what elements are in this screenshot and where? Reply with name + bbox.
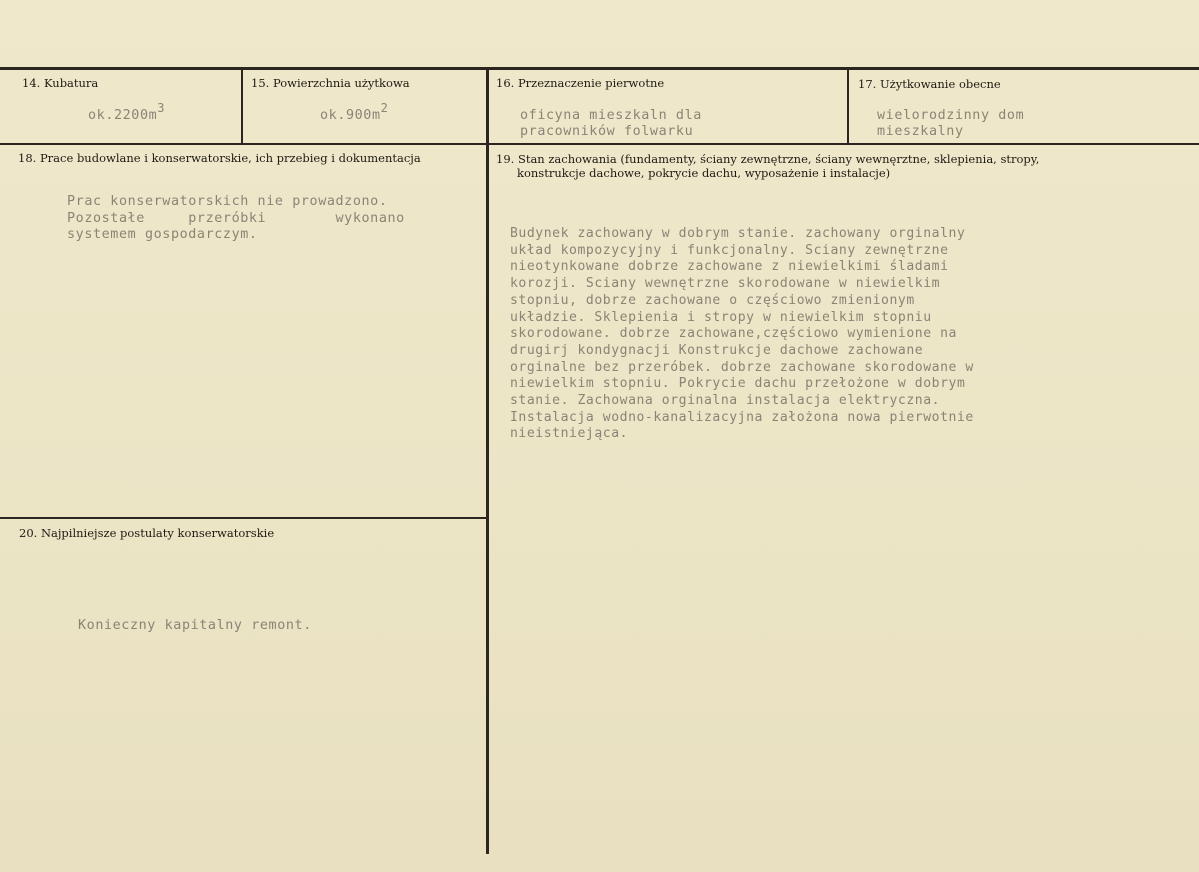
field-19-line: stanie. Zachowana orginalna instalacja elektryczna. [510,393,941,409]
field-19-line: stopniu, dobrze zachowane o częściowo zmienionym [510,292,915,308]
field-19-line: skorodowane. dobrze zachowane,częściowo wymienione na [510,326,957,342]
field-18-line: Pozostałe przeróbki wykonano [67,210,405,226]
col-rule-b [486,68,489,854]
field-15-value-text: ok.900m [320,108,381,123]
row-rule-2 [0,517,488,519]
field-19-label-line1: 19. Stan zachowania (fundamenty, ściany zewnętrzne, ściany wewnęrztne, sklepienia, stropy, [496,152,1040,166]
field-17-value [877,108,1024,140]
field-18-value [67,194,455,244]
col-rule-a [241,68,243,144]
field-18-line: systemem gospodarczym. [67,227,258,242]
field-14-label: 14. Kubatura [22,76,99,90]
field-19-line: niewielkim stopniu. Pokrycie dachu przełożone w dobrym [510,376,966,392]
field-19-line: Instalacja wodno-kanalizacyjna założona nowa pierwotnie [510,409,974,425]
field-19-line: drugirj kondygnacji Konstrukcje dachowe zachowane [510,342,924,358]
field-14-value-text: ok.2200m [88,108,158,123]
field-15-value-sup: 2 [380,101,389,115]
field-19-line: nieotynkowane dobrze zachowane z niewielkimi śladami [510,259,949,275]
field-16-label: 16. Przeznaczenie pierwotne [496,76,665,90]
field-20-value: Konieczny kapitalny remont. [78,618,312,633]
field-18-label: 18. Prace budowlane i konserwatorskie, ich przebieg i dokumentacja [18,151,421,165]
row-rule-1 [0,143,1199,145]
field-19-line: nieistniejąca. [510,426,629,442]
field-16-value [520,108,702,140]
field-18-line: Prac konserwatorskich nie prowadzono. [67,194,388,209]
field-17-line: wielorodzinny dom [877,108,1025,123]
field-19-line: orginalne bez przeróbek. dobrze zachowane skorodowane w [510,359,974,375]
field-16-line: oficyna mieszkaln dla [520,108,702,123]
field-19-line: korozji. Sciany wewnętrzne skorodowane w niewielkim [510,276,941,292]
field-17-line: mieszkalny [877,124,964,139]
field-19-label [496,152,1039,180]
field-16-line: pracowników folwarku [520,124,694,139]
field-19-label-line2: konstrukcje dachowe, pokrycie dachu, wyposażenie i instalacje) [517,166,891,180]
field-19-value [510,226,1092,443]
field-15-value [320,101,389,123]
top-rule [0,67,1199,70]
field-19-line: Budynek zachowany w dobrym stanie. zachowany orginalny [510,226,966,241]
col-rule-c [847,68,849,144]
field-20-label: 20. Najpilniejsze postulaty konserwatorskie [19,526,275,540]
field-19-line: układzie. Sklepienia i stropy w niewielkim stopniu [510,309,932,325]
field-19-line: układ kompozycyjny i funkcjonalny. Sciany zewnętrzne [510,242,949,258]
field-17-label: 17. Użytkowanie obecne [858,77,1001,91]
field-14-value-sup: 3 [157,101,166,115]
field-15-label: 15. Powierzchnia użytkowa [251,76,410,90]
field-14-value [88,101,166,123]
